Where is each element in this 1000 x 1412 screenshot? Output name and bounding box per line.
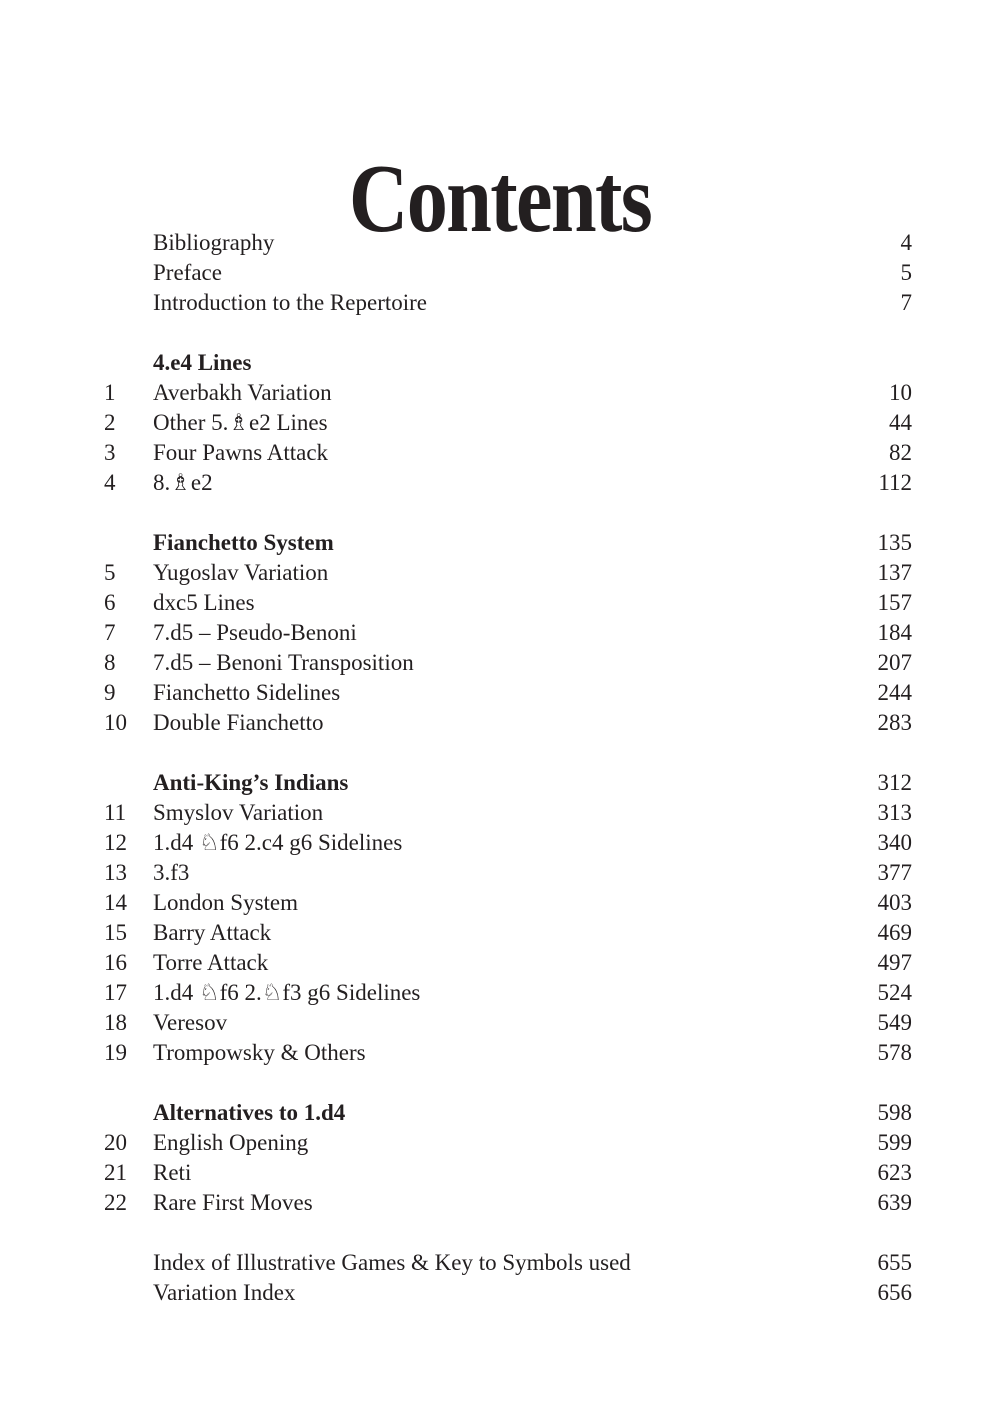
entry-page-number: 599 xyxy=(877,1130,912,1155)
toc-section-e4-lines xyxy=(0,348,1000,498)
toc-section-anti-kings-indians xyxy=(0,768,1000,1068)
entry-page-number: 112 xyxy=(878,470,912,495)
entry-page-number: 578 xyxy=(877,1040,912,1065)
section-heading[interactable] xyxy=(0,1098,1000,1128)
toc-entry[interactable] xyxy=(0,648,1000,678)
toc-section-front-matter xyxy=(0,228,1000,318)
entry-number: 6 xyxy=(104,590,116,615)
toc-entry[interactable] xyxy=(0,438,1000,468)
section-heading-title: Anti-King’s Indians xyxy=(153,770,349,795)
entry-number: 11 xyxy=(104,800,127,825)
toc-entry[interactable] xyxy=(0,708,1000,738)
entry-page-number: 340 xyxy=(877,830,912,855)
entry-page-number: 655 xyxy=(877,1250,912,1275)
entry-page-number: 244 xyxy=(877,680,912,705)
entry-page-number: 10 xyxy=(889,380,912,405)
entry-number: 16 xyxy=(104,950,127,975)
entry-page-number: 5 xyxy=(900,260,912,285)
entry-title: Trompowsky & Others xyxy=(153,1040,366,1065)
toc-entry[interactable] xyxy=(0,798,1000,828)
entry-title: 3.f3 xyxy=(153,860,190,885)
entry-page-number: 377 xyxy=(877,860,912,885)
entry-page-number: 137 xyxy=(877,560,912,585)
section-heading[interactable] xyxy=(0,768,1000,798)
entry-number: 18 xyxy=(104,1010,127,1035)
toc-entry[interactable] xyxy=(0,408,1000,438)
entry-title: Smyslov Variation xyxy=(153,800,324,825)
section-heading-page-number: 598 xyxy=(877,1100,912,1125)
entry-title: dxc5 Lines xyxy=(153,590,255,615)
entry-number: 10 xyxy=(104,710,127,735)
toc-entry[interactable] xyxy=(0,828,1000,858)
entry-title: English Opening xyxy=(153,1130,309,1155)
entry-number: 5 xyxy=(104,560,116,585)
entry-number: 19 xyxy=(104,1040,127,1065)
toc-entry[interactable] xyxy=(0,948,1000,978)
entry-page-number: 7 xyxy=(900,290,912,315)
section-heading[interactable] xyxy=(0,348,1000,378)
entry-number: 21 xyxy=(104,1160,127,1185)
entry-title: 1.d4 ♘f6 2.c4 g6 Sidelines xyxy=(153,830,403,855)
entry-title: Averbakh Variation xyxy=(153,380,332,405)
table-of-contents xyxy=(0,228,1000,1338)
toc-entry[interactable] xyxy=(0,468,1000,498)
section-heading-title: 4.e4 Lines xyxy=(153,350,252,375)
toc-entry[interactable] xyxy=(0,1188,1000,1218)
section-heading[interactable] xyxy=(0,528,1000,558)
entry-number: 3 xyxy=(104,440,116,465)
entry-page-number: 82 xyxy=(889,440,912,465)
entry-number: 4 xyxy=(104,470,116,495)
entry-number: 1 xyxy=(104,380,116,405)
entry-number: 9 xyxy=(104,680,116,705)
section-heading-title: Fianchetto System xyxy=(153,530,334,555)
entry-title: Yugoslav Variation xyxy=(153,560,329,585)
entry-title: 7.d5 – Pseudo-Benoni xyxy=(153,620,357,645)
toc-entry[interactable] xyxy=(0,1038,1000,1068)
entry-title: 7.d5 – Benoni Transposition xyxy=(153,650,414,675)
entry-title: Rare First Moves xyxy=(153,1190,313,1215)
entry-number: 20 xyxy=(104,1130,127,1155)
entry-title: Veresov xyxy=(153,1010,228,1035)
entry-page-number: 184 xyxy=(877,620,912,645)
entry-number: 15 xyxy=(104,920,127,945)
toc-entry[interactable] xyxy=(0,1008,1000,1038)
toc-entry[interactable] xyxy=(0,1278,1000,1308)
page-title: Contents xyxy=(348,144,652,253)
entry-title: Bibliography xyxy=(153,230,275,255)
entry-number: 2 xyxy=(104,410,116,435)
entry-page-number: 313 xyxy=(877,800,912,825)
entry-title: Index of Illustrative Games & Key to Symbols used xyxy=(153,1250,631,1275)
entry-number: 7 xyxy=(104,620,116,645)
entry-title: Other 5.♗e2 Lines xyxy=(153,410,328,435)
toc-entry[interactable] xyxy=(0,888,1000,918)
entry-page-number: 656 xyxy=(877,1280,912,1305)
entry-page-number: 469 xyxy=(877,920,912,945)
entry-number: 17 xyxy=(104,980,127,1005)
entry-number: 22 xyxy=(104,1190,127,1215)
entry-title: Torre Attack xyxy=(153,950,269,975)
toc-entry[interactable] xyxy=(0,618,1000,648)
toc-entry[interactable] xyxy=(0,1248,1000,1278)
entry-page-number: 207 xyxy=(877,650,912,675)
entry-title: Double Fianchetto xyxy=(153,710,324,735)
toc-section-alternatives-to-d4 xyxy=(0,1098,1000,1218)
entry-title: Introduction to the Repertoire xyxy=(153,290,428,315)
toc-entry[interactable] xyxy=(0,378,1000,408)
entry-title: 8.♗e2 xyxy=(153,470,213,495)
entry-number: 12 xyxy=(104,830,127,855)
entry-title: London System xyxy=(153,890,299,915)
entry-title: Four Pawns Attack xyxy=(153,440,329,465)
entry-number: 14 xyxy=(104,890,127,915)
toc-entry[interactable] xyxy=(0,558,1000,588)
toc-entry[interactable] xyxy=(0,978,1000,1008)
entry-title: 1.d4 ♘f6 2.♘f3 g6 Sidelines xyxy=(153,980,421,1005)
toc-section-fianchetto-system xyxy=(0,528,1000,738)
toc-entry[interactable] xyxy=(0,288,1000,318)
entry-page-number: 283 xyxy=(877,710,912,735)
entry-page-number: 497 xyxy=(877,950,912,975)
section-heading-title: Alternatives to 1.d4 xyxy=(153,1100,346,1125)
toc-entry[interactable] xyxy=(0,918,1000,948)
entry-title: Barry Attack xyxy=(153,920,272,945)
section-heading-page-number: 312 xyxy=(877,770,912,795)
toc-entry[interactable] xyxy=(0,1128,1000,1158)
entry-number: 13 xyxy=(104,860,127,885)
toc-section-back-matter xyxy=(0,1248,1000,1308)
entry-title: Variation Index xyxy=(153,1280,296,1305)
entry-page-number: 44 xyxy=(889,410,912,435)
entry-title: Fianchetto Sidelines xyxy=(153,680,341,705)
toc-entry[interactable] xyxy=(0,678,1000,708)
toc-entry[interactable] xyxy=(0,258,1000,288)
entry-page-number: 4 xyxy=(900,230,912,255)
entry-number: 8 xyxy=(104,650,116,675)
toc-entry[interactable] xyxy=(0,228,1000,258)
entry-page-number: 623 xyxy=(877,1160,912,1185)
toc-entry[interactable] xyxy=(0,588,1000,618)
section-heading-page-number: 135 xyxy=(877,530,912,555)
entry-title: Reti xyxy=(153,1160,192,1185)
toc-entry[interactable] xyxy=(0,858,1000,888)
entry-page-number: 157 xyxy=(877,590,912,615)
toc-entry[interactable] xyxy=(0,1158,1000,1188)
entry-page-number: 524 xyxy=(877,980,912,1005)
entry-page-number: 549 xyxy=(877,1010,912,1035)
entry-title: Preface xyxy=(153,260,222,285)
entry-page-number: 639 xyxy=(877,1190,912,1215)
entry-page-number: 403 xyxy=(877,890,912,915)
